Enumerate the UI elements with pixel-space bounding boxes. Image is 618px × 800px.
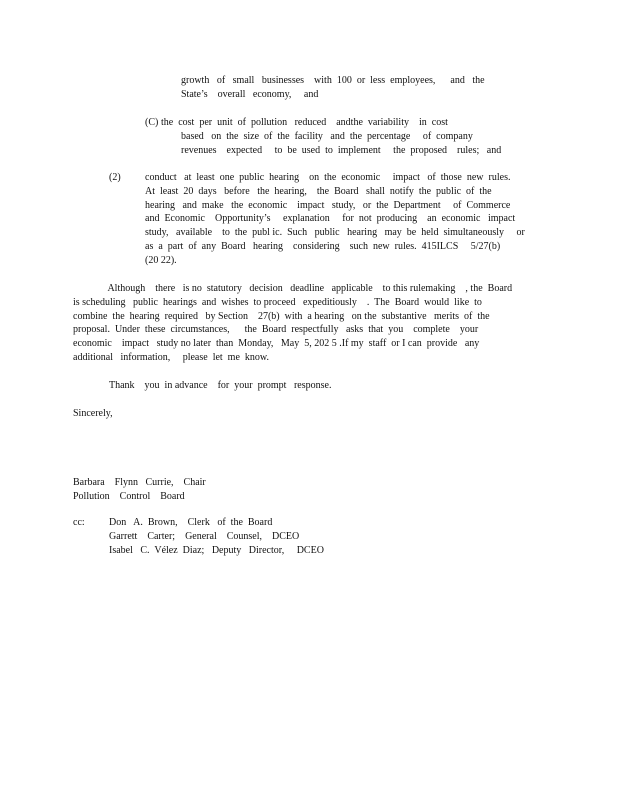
body-line: is scheduling public hearings and wishes to proceed expeditiously . The Board would like to [73,296,482,308]
item-c-continuation [181,130,501,158]
item-2-line: hearing and make the economic impact study, or the Department of Commerce [145,199,511,211]
cc-label: cc: [73,517,85,528]
item-c-line: the cost per unit of pollution reduced andthe variability in cost [161,117,448,128]
signature-block [73,476,206,504]
continuation-line: growth of small businesses with 100 or less employees, and the [181,75,485,86]
item-c-line: based on the size of the facility and the percentage of company [181,130,473,142]
item-2-line: (20 22). [145,254,177,266]
cc-recipients [109,516,324,557]
item-2-line: as a part of any Board hearing considering such new rules. 415ILCS 5/27(b) [145,240,501,252]
continuation-line: State’s overall economy, and [181,88,319,100]
item-2-text [145,171,525,268]
body-line: additional information, please let me know. [73,351,269,363]
item-c-line: revenues expected to be used to implement the proposed rules; and [181,144,502,156]
cc-recipient: Garrett Carter; General Counsel, DCEO [109,530,300,542]
closing [73,407,113,421]
body-line: combine the hearing required by Section 27(b) with a hearing on the substantive merits of the [73,310,490,322]
body-paragraph [73,282,512,365]
cc-recipient: Don A. Brown, Clerk of the Board [109,517,273,528]
thanks-text: Thank you in advance for your prompt response. [109,380,332,391]
cc-recipient: Isabel C. Vélez Diaz; Deputy Director, DCEO [109,544,324,556]
item-2-line: At least 20 days before the hearing, the Board shall notify the public of the [145,185,492,197]
continuation-text [181,74,485,102]
item-2-line: study, available to the publ ic. Such public hearing may be held simultaneously or [145,227,525,239]
body-line: Although there is no statutory decision deadline applicable to this rulemaking , the Board [73,283,513,294]
body-line: economic impact study no later than Monday, May 5, 202 5 .If my staff or I can provide any [73,338,480,350]
signer-name: Barbara Flynn Currie, Chair [73,477,206,488]
signer-organization: Pollution Control Board [73,490,185,502]
thanks-line [109,379,331,393]
item-2-line: conduct at least one public hearing on the economic impact of those new rules. [145,172,511,183]
body-line: proposal. Under these circumstances, the Board respectfully asks that you complete your [73,324,479,336]
closing-text: Sincerely, [73,408,113,419]
item-2-line: and Economic Opportunity’s explanation for not producing an economic impact [145,213,516,225]
item-2-marker: (2) [109,172,121,183]
item-c-marker: (C) [145,117,159,128]
item-c-text [161,116,448,130]
